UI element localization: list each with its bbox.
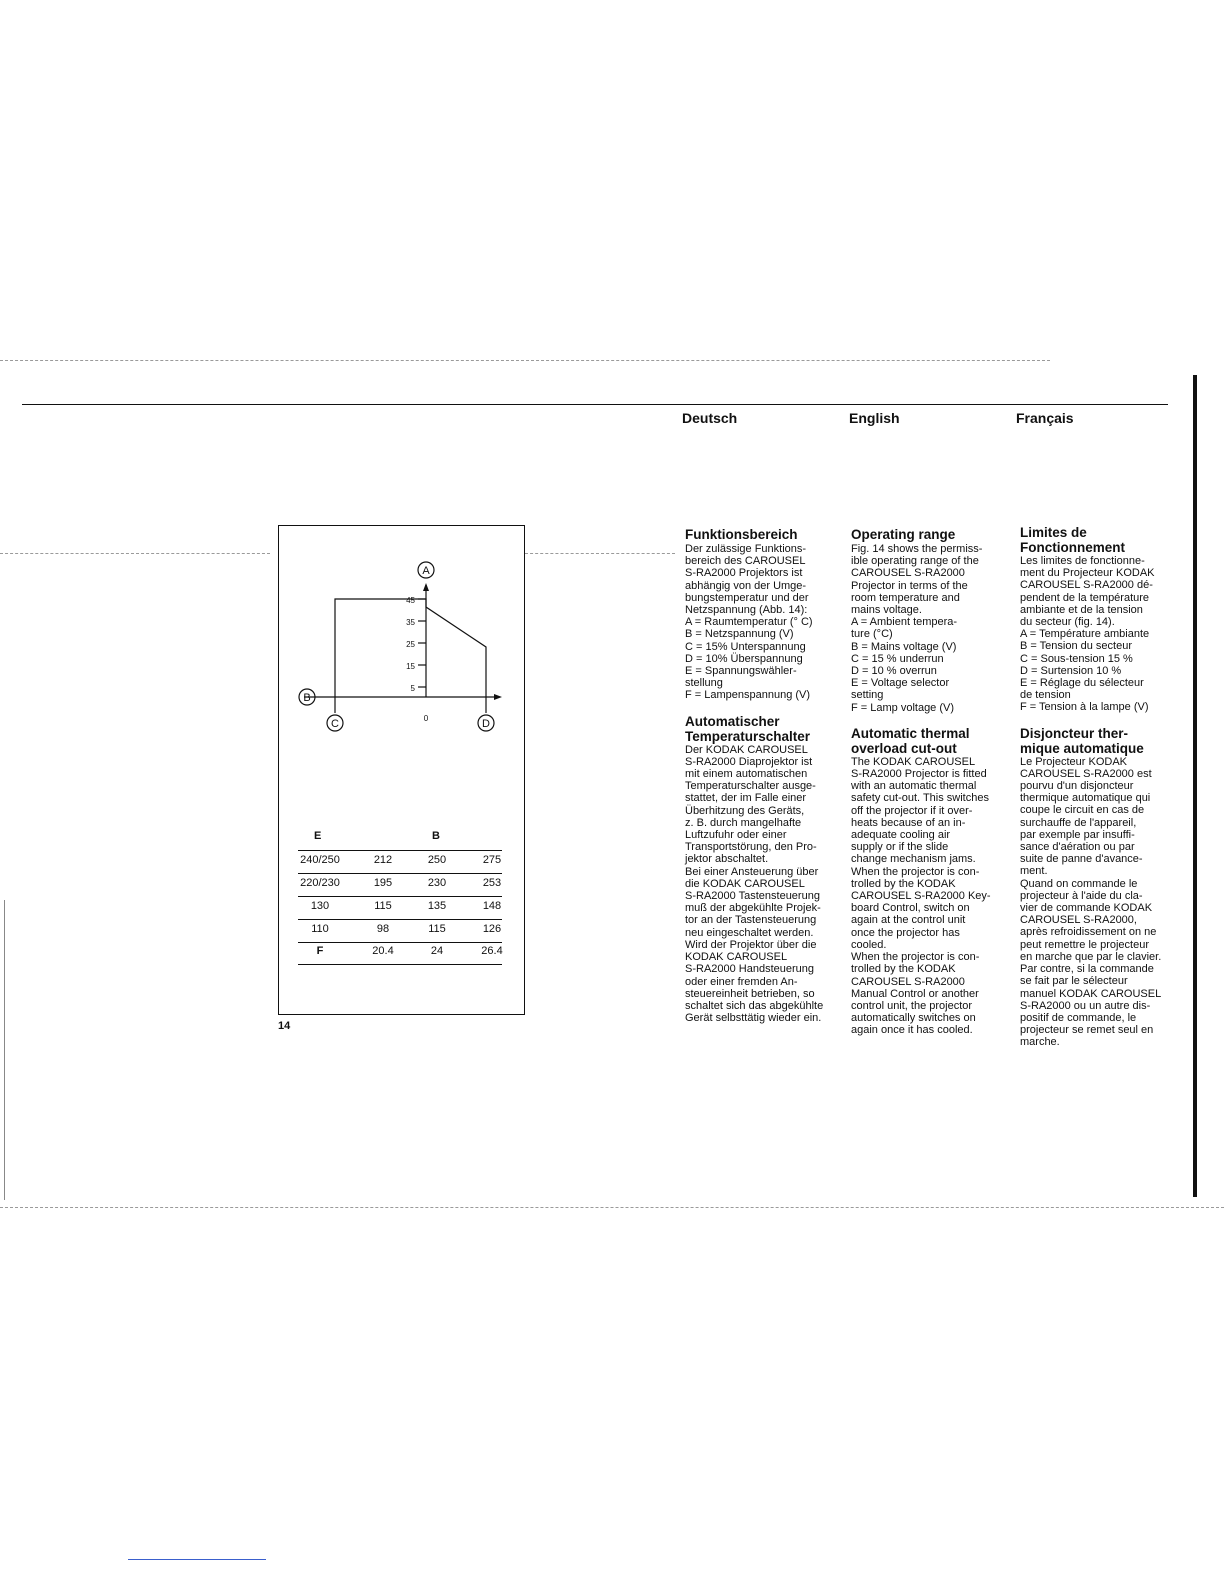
- paragraph-limites: Les limites de fonctionne- ment du Projecteur KODAK CAROUSEL S-RA2000 dé- pendent de la température ambiante et de la tension du secteur (fig. 14). A = Température ambiante B = Tension du secteur C = Sous-tension 15 % D = Surtension 10 % E = Réglage du sélecteur de tension F = Tension à la lampe (V): [1020, 555, 1155, 714]
- scan-dotted-line: [0, 553, 270, 554]
- bottom-link-line: [128, 1559, 266, 1560]
- table-cell: 212: [373, 854, 393, 866]
- origin-label: 0: [423, 714, 429, 723]
- y-tick-label: 5: [410, 684, 415, 693]
- y-axis-arrow: [423, 583, 429, 591]
- paragraph-thermal-cutout: The KODAK CAROUSEL S-RA2000 Projector is fitted with an automatic thermal safety cut-out. This switches off the projector if it over- heats because of an in- adequate cooling air supply or if the slide change mechanism jams. When the projector is con- trolled by the KODAK CAROUSEL S-RA2000 Key- board Control, switch on again at the control unit once the projector has cooled. When the projector is con- trolled by the KODAK CAROUSEL S-RA2000 Manual Control or another control unit, the projector automatically switches on again once it has cooled.: [851, 755, 991, 1037]
- paragraph-operating-range: Fig. 14 shows the permiss- ible operating range of the CAROUSEL S-RA2000 Projector in terms of the room temperature and mains voltage. A = Ambient tempera- ture (°C) B = Mains voltage (V) C = 15 % underrun D = 10 % overrun E = Voltage selector setting F = Lamp voltage (V): [851, 543, 983, 714]
- lang-header-deutsch: Deutsch: [682, 410, 738, 426]
- scan-dotted-line: [525, 553, 675, 554]
- table-cell: 275: [482, 854, 502, 866]
- right-edge-bar: [1193, 375, 1197, 1197]
- paragraph-funktionsbereich: Der zulässige Funktions- bereich des CAROUSEL S-RA2000 Projektors ist abhängig von der Umge- bungstemperatur und der Netzspannung (Abb. 14): A = Raumtemperatur (° C) B = Netzspannung (V) C = 15% Unterspannung D = 10% Überspannung E = Spannungswähler- stellung F = Lampenspannung (V): [685, 543, 813, 702]
- heading-thermal-cutout: Automatic thermal overload cut-out: [851, 725, 970, 756]
- left-edge-line: [4, 900, 5, 1200]
- table-cell: 230: [427, 877, 447, 889]
- table-row-label: F: [316, 945, 324, 957]
- y-tick-label: 25: [406, 640, 415, 649]
- table-header-e: E: [314, 830, 322, 842]
- voltage-table: [290, 828, 505, 968]
- table-cell: 126: [482, 923, 502, 935]
- y-tick-label: 35: [406, 618, 415, 627]
- x-axis-arrow: [494, 694, 502, 700]
- heading-funktionsbereich: Funktionsbereich: [685, 527, 798, 542]
- circle-b-label: B: [303, 692, 311, 704]
- page-number: 14: [278, 1020, 291, 1032]
- table-header-b: B: [432, 830, 440, 842]
- table-cell: 98: [376, 923, 390, 935]
- lang-header-english: English: [849, 410, 900, 426]
- header-rule: [22, 404, 1168, 405]
- table-cell: 26.4: [481, 945, 503, 957]
- y-tick-label: 45: [406, 596, 415, 605]
- column-english: [851, 527, 1006, 1037]
- table-row-label: 220/230: [300, 877, 340, 889]
- table-cell: 253: [482, 877, 502, 889]
- heading-limites: Limites de Fonctionnement: [1020, 525, 1125, 555]
- lang-header-francais: Français: [1016, 410, 1074, 426]
- scan-dotted-line: [0, 1207, 1224, 1208]
- operating-range-diagram: [278, 525, 525, 755]
- table-cell: 135: [427, 900, 447, 912]
- column-deutsch: [685, 527, 837, 1024]
- circle-a-label: A: [422, 565, 430, 577]
- table-cell: 24: [430, 945, 444, 957]
- heading-operating-range: Operating range: [851, 527, 956, 542]
- heading-temperaturschalter: Automatischer Temperaturschalter: [685, 713, 811, 744]
- circle-d-label: D: [482, 718, 490, 730]
- scan-dotted-line: [0, 360, 1050, 361]
- table-row-label: 130: [310, 900, 330, 912]
- table-cell: 20.4: [372, 945, 394, 957]
- paragraph-temperaturschalter: Der KODAK CAROUSEL S-RA2000 Diaprojektor ist mit einem automatischen Temperaturschalter ausge- stattet, der im Falle einer Überhitzung des Geräts, z. B. durch mangelhafte Luftzufuhr oder einer Transportstörung, den Pro- jektor abschaltet. Bei einer Ansteuerung über die KODAK CAROUSEL S-RA2000 Tastensteuerung muß der abgekühlte Projek- tor an der Tastensteuerung neu eingeschaltet werden. Wird der Projektor über die KODAK CAROUSEL S-RA2000 Handsteuerung oder einer fremden An- steuereinheit betrieben, so schaltet sich das abgekühlte Gerät selbsttätig wieder ein.: [685, 743, 824, 1025]
- table-cell: 250: [427, 854, 447, 866]
- column-francais: [1020, 525, 1180, 1049]
- table-row-label: 240/250: [300, 854, 340, 866]
- y-tick-label: 15: [406, 662, 415, 671]
- heading-disjoncteur: Disjoncteur ther- mique automatique: [1020, 725, 1144, 756]
- table-cell: 148: [482, 900, 502, 912]
- paragraph-disjoncteur: Le Projecteur KODAK CAROUSEL S-RA2000 est pourvu d'un disjoncteur thermique automatique qui coupe le circuit en cas de surchauffe de l'appareil, par exemple par insuffi- sance d'aération ou par suite de panne d'avance- ment. Quand on commande le projecteur à l'aide du cla- vier de commande KODAK CAROUSEL S-RA2000, après refroidissement on ne peut remettre le projecteur en marche que par le clavier. Par contre, si la commande se fait par le sélecteur manuel KODAK CAROUSEL S-RA2000 ou un autre dis- positif de commande, le projecteur se remet seul en marche.: [1020, 755, 1162, 1049]
- table-cell: 115: [374, 900, 392, 912]
- table-row-label: 110: [311, 923, 329, 935]
- table-cell: 115: [428, 923, 446, 935]
- table-cell: 195: [373, 877, 393, 889]
- circle-c-label: C: [331, 718, 339, 730]
